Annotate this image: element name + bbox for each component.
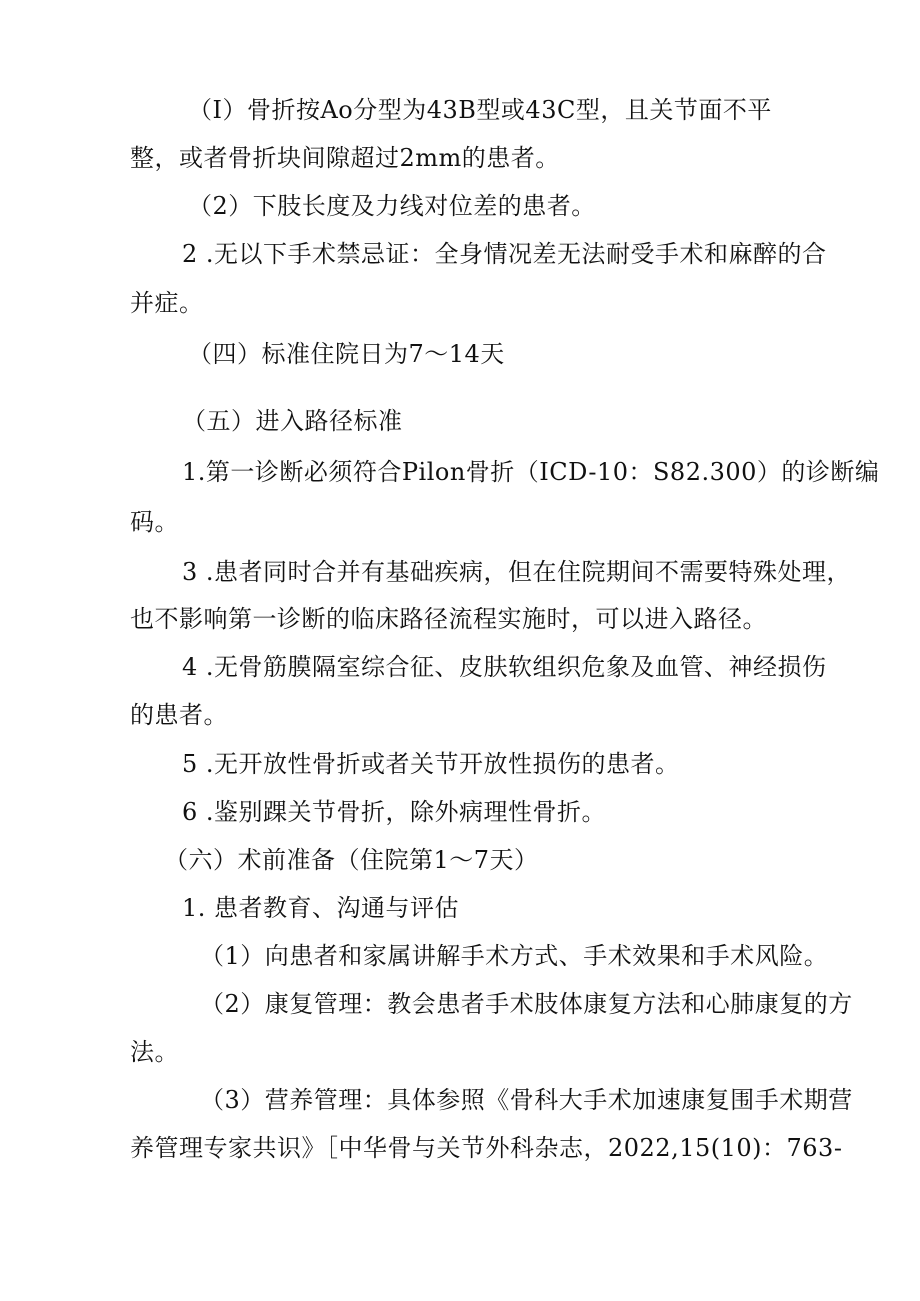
text-line: 法。 — [130, 1038, 179, 1066]
text-line: 5 .无开放性骨折或者关节开放性损伤的患者。 — [182, 750, 680, 778]
section-heading: （四）标准住院日为7～14天 — [188, 340, 505, 368]
text-line: 1.第一诊断必须符合Pilon骨折（ICD-10：S82.300）的诊断编 — [182, 458, 880, 486]
text-line: 3 .患者同时合并有基础疾病，但在住院期间不需要特殊处理， — [182, 558, 852, 586]
text-line: （3）营养管理：具体参照《骨科大手术加速康复围手术期营 — [200, 1086, 853, 1114]
text-line: （I）骨折按Ao分型为43B型或43C型，且关节面不平 — [188, 96, 772, 124]
text-line: 2 .无以下手术禁忌证：全身情况差无法耐受手术和麻醉的合 — [182, 240, 827, 268]
text-line: 4 .无骨筋膜隔室综合征、皮肤软组织危象及血管、神经损伤 — [182, 653, 827, 681]
section-heading: （六）术前准备（住院第1～7天） — [164, 846, 539, 874]
text-line: 并症。 — [130, 289, 204, 317]
text-line: 养管理专家共识》［中华骨与关节外科杂志，2022,15(10)：763- — [130, 1134, 843, 1162]
section-heading: （五）进入路径标准 — [182, 407, 403, 435]
text-line: 码。 — [130, 508, 179, 536]
text-line: （2）下肢长度及力线对位差的患者。 — [188, 192, 596, 220]
text-line: 也不影响第一诊断的临床路径流程实施时，可以进入路径。 — [130, 605, 767, 633]
text-line: （2）康复管理：教会患者手术肢体康复方法和心肺康复的方 — [200, 990, 853, 1018]
text-line: （1）向患者和家属讲解手术方式、手术效果和手术风险。 — [200, 942, 829, 970]
text-line: 1. 患者教育、沟通与评估 — [182, 894, 460, 922]
text-line: 6 .鉴别踝关节骨折，除外病理性骨折。 — [182, 798, 607, 826]
text-line: 的患者。 — [130, 701, 228, 729]
text-line: 整，或者骨折块间隙超过2mm的患者。 — [130, 144, 560, 172]
